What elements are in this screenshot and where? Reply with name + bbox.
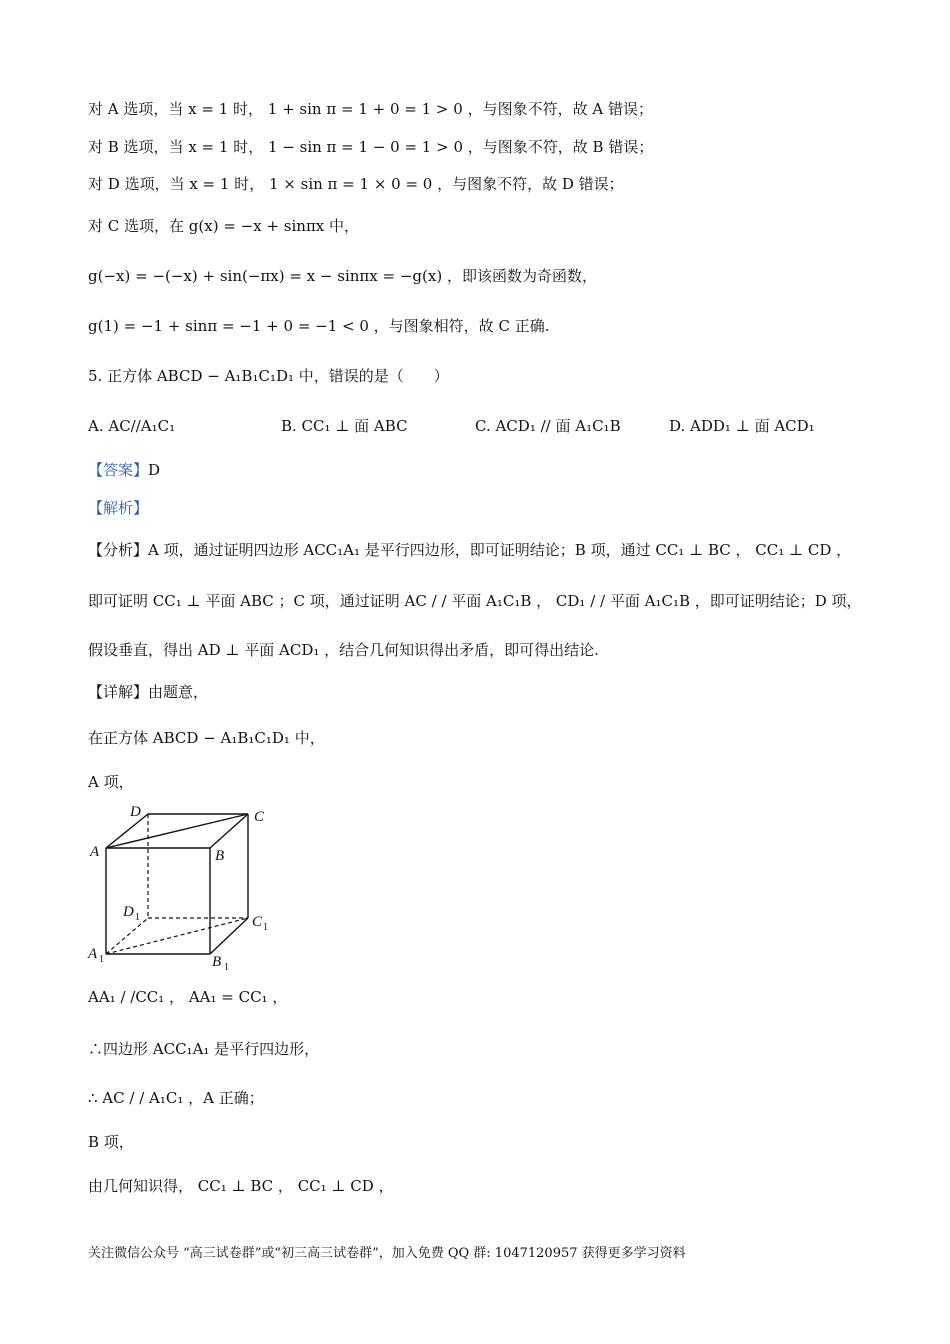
label-b1: B — [212, 954, 222, 970]
label-b1-sub: 1 — [224, 962, 229, 973]
question-5-stem: 5. 正方体 ABCD − A₁B₁C₁D₁ 中，错误的是（ ） — [88, 367, 449, 385]
analysis-tag: 【解析】 — [88, 499, 149, 517]
label-d1: D — [123, 904, 134, 920]
option-d: D. ADD₁ ⊥ 面 ACD₁ — [669, 417, 815, 435]
answer-value: D — [148, 461, 161, 479]
answer-line — [88, 458, 160, 482]
text-line-d-option: 对 D 选项，当 x = 1 时， 1 × sin π = 1 × 0 = 0 ，与图象不符，故 D 错误； — [88, 175, 624, 193]
option-c: C. ACD₁ // 面 A₁C₁B — [475, 417, 621, 435]
label-a: A — [90, 844, 100, 860]
text-line-c-correct: g(1) = −1 + sinπ = −1 + 0 = −1 < 0 ，与图象相符，故 C 正确. — [88, 317, 550, 335]
analysis-line-1: 【分析】A 项，通过证明四边形 ACC₁A₁ 是平行四边形，即可证明结论；B 项，通过 CC₁ ⊥ BC ， CC₁ ⊥ CD ， — [88, 541, 852, 559]
label-d: D — [130, 804, 141, 820]
analysis-line-2: 即可证明 CC₁ ⊥ 平面 ABC ；C 项，通过证明 AC / / 平面 A₁C₁B ， CD₁ / / 平面 A₁C₁B ，即可证明结论；D 项， — [88, 592, 862, 610]
proof-line-4: 由几何知识得， CC₁ ⊥ BC ， CC₁ ⊥ CD ， — [88, 1177, 394, 1195]
cube-figure — [84, 798, 284, 978]
text-line-c-option: 对 C 选项，在 g(x) = −x + sinπx 中， — [88, 217, 360, 235]
label-d1-sub: 1 — [135, 912, 140, 923]
text-line-a-option: 对 A 选项，当 x = 1 时， 1 + sin π = 1 + 0 = 1 > 0 ，与图象不符，故 A 错误； — [88, 100, 653, 118]
answer-tag: 【答案】 — [88, 461, 149, 479]
footer-note: 关注微信公众号 “高三试卷群”或“初三高三试卷群”，加入免费 QQ 群: 1047120957 获得更多学习资料 — [88, 1246, 686, 1261]
detail-heading: 【详解】由题意， — [88, 683, 209, 701]
proof-line-2: ∴四边形 ACC₁A₁ 是平行四边形， — [88, 1040, 320, 1058]
label-c1-sub: 1 — [263, 922, 268, 933]
analysis-line-3: 假设垂直，得出 AD ⊥ 平面 ACD₁ ，结合几何知识得出矛盾，即可得出结论. — [88, 641, 599, 659]
detail-cube-line: 在正方体 ABCD − A₁B₁C₁D₁ 中， — [88, 729, 325, 747]
proof-line-1: AA₁ / /CC₁ ， AA₁ = CC₁ ， — [88, 988, 288, 1006]
label-a1: A — [88, 946, 98, 962]
item-b-label: B 项， — [88, 1133, 134, 1151]
diagonal-a1c1-hidden — [106, 918, 248, 954]
label-b: B — [215, 848, 225, 864]
label-c1: C — [252, 914, 263, 930]
option-a: A. AC//A₁C₁ — [88, 417, 176, 435]
label-a1-sub: 1 — [99, 954, 104, 965]
text-line-b-option: 对 B 选项，当 x = 1 时， 1 − sin π = 1 − 0 = 1 > 0 ，与图象不符，故 B 错误； — [88, 138, 654, 156]
label-c: C — [254, 809, 265, 825]
item-a-label: A 项， — [88, 773, 134, 791]
text-line-odd-function: g(−x) = −(−x) + sin(−πx) = x − sinπx = −g(x) ，即该函数为奇函数， — [88, 267, 597, 285]
proof-line-3: ∴ AC / / A₁C₁ ，A 正确； — [88, 1089, 264, 1107]
option-b: B. CC₁ ⊥ 面 ABC — [281, 417, 408, 435]
